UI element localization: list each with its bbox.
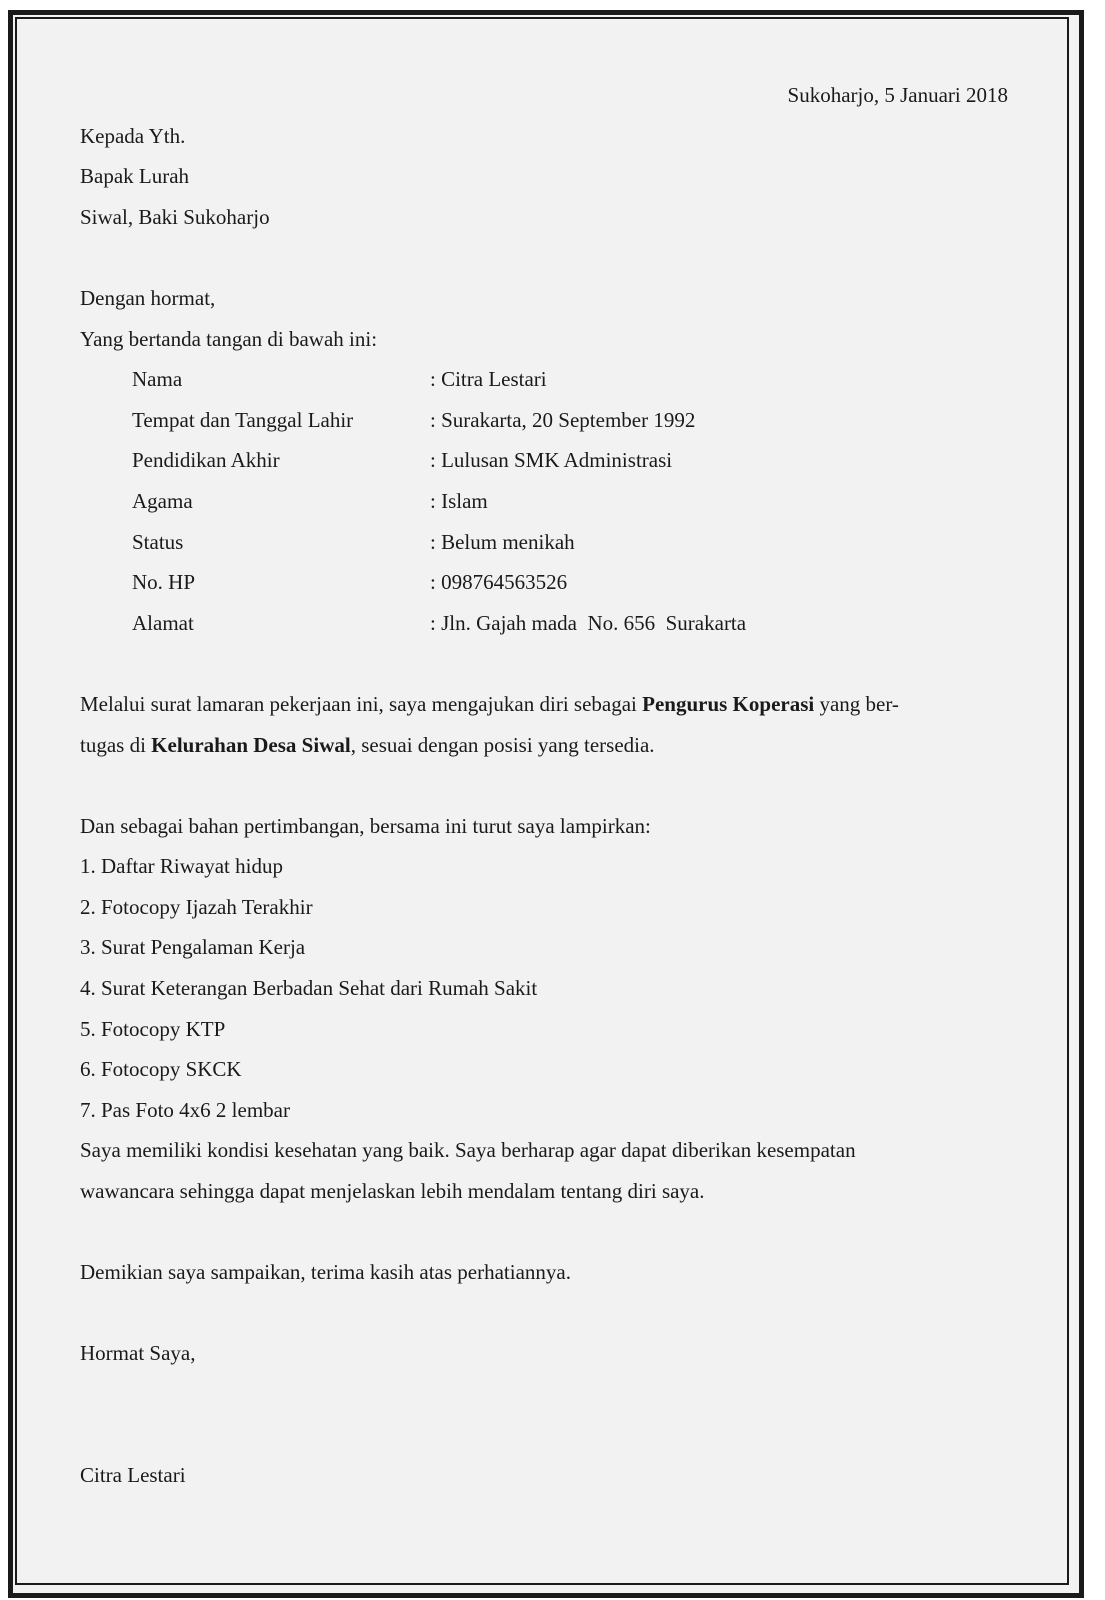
application-line bbox=[80, 684, 1008, 725]
application-line bbox=[80, 725, 1008, 766]
intro-line: Yang bertanda tangan di bawah ini: bbox=[80, 326, 378, 351]
detail-row-phone bbox=[132, 562, 1008, 603]
detail-value: : Lulusan SMK Administrasi bbox=[430, 448, 673, 473]
detail-label: Agama bbox=[132, 488, 193, 513]
detail-label: Pendidikan Akhir bbox=[132, 448, 280, 473]
detail-row-education bbox=[132, 440, 1008, 481]
application-text: yang ber- bbox=[814, 691, 899, 716]
recipient-line: Bapak Lurah bbox=[80, 164, 190, 189]
detail-row-address bbox=[132, 603, 1008, 644]
applied-location: Kelurahan Desa Siwal bbox=[151, 732, 351, 757]
application-text: Melalui surat lamaran pekerjaan ini, saya mengajukan diri sebagai bbox=[80, 691, 643, 716]
health-statement-line: wawancara sehingga dapat menjelaskan lebih mendalam tentang diri saya. bbox=[80, 1179, 705, 1204]
greeting: Dengan hormat, bbox=[80, 285, 216, 310]
recipient-line: Siwal, Baki Sukoharjo bbox=[80, 204, 270, 229]
application-paragraph bbox=[80, 684, 1008, 765]
signatory-name: Citra Lestari bbox=[80, 1463, 186, 1488]
attachments-list bbox=[80, 846, 1008, 1130]
detail-value: : Citra Lestari bbox=[430, 367, 547, 392]
list-item: 6. Fotocopy SKCK bbox=[80, 1057, 242, 1082]
list-item: 7. Pas Foto 4x6 2 lembar bbox=[80, 1097, 290, 1122]
letter-body bbox=[80, 75, 1008, 1496]
detail-value: : 098764563526 bbox=[430, 570, 568, 595]
detail-label: No. HP bbox=[132, 570, 196, 595]
recipient-line: Kepada Yth. bbox=[80, 123, 186, 148]
applicant-details bbox=[80, 359, 1008, 643]
application-text: tugas di bbox=[80, 732, 152, 757]
attachments-intro: Dan sebagai bahan pertimbangan, bersama ini turut saya lampirkan: bbox=[80, 813, 651, 838]
list-item: 1. Daftar Riwayat hidup bbox=[80, 854, 283, 879]
list-item: 4. Surat Keterangan Berbadan Sehat dari Rumah Sakit bbox=[80, 976, 538, 1001]
detail-row-name bbox=[132, 359, 1008, 400]
sign-off: Hormat Saya, bbox=[80, 1341, 196, 1366]
detail-value: : Belum menikah bbox=[430, 529, 575, 554]
detail-value: : Jln. Gajah mada No. 656 Surakarta bbox=[430, 610, 747, 635]
closing-line: Demikian saya sampaikan, terima kasih atas perhatiannya. bbox=[80, 1260, 571, 1285]
list-item: 3. Surat Pengalaman Kerja bbox=[80, 935, 306, 960]
detail-label: Nama bbox=[132, 367, 183, 392]
detail-value: : Surakarta, 20 September 1992 bbox=[430, 407, 696, 432]
health-statement-line: Saya memiliki kondisi kesehatan yang baik. Saya berharap agar dapat diberikan kesempatan bbox=[80, 1138, 856, 1163]
recipient-block bbox=[80, 116, 1008, 238]
applied-position: Pengurus Koperasi bbox=[642, 691, 815, 716]
place-date: Sukoharjo, 5 Januari 2018 bbox=[787, 83, 1008, 107]
detail-label: Status bbox=[132, 529, 184, 554]
detail-row-birth bbox=[132, 400, 1008, 441]
detail-row-religion bbox=[132, 481, 1008, 522]
application-text: , sesuai dengan posisi yang tersedia. bbox=[350, 732, 655, 757]
detail-value: : Islam bbox=[430, 488, 488, 513]
detail-label: Alamat bbox=[132, 610, 194, 635]
list-item: 2. Fotocopy Ijazah Terakhir bbox=[80, 894, 313, 919]
detail-label: Tempat dan Tanggal Lahir bbox=[132, 407, 354, 432]
list-item: 5. Fotocopy KTP bbox=[80, 1016, 226, 1041]
detail-row-status bbox=[132, 522, 1008, 563]
